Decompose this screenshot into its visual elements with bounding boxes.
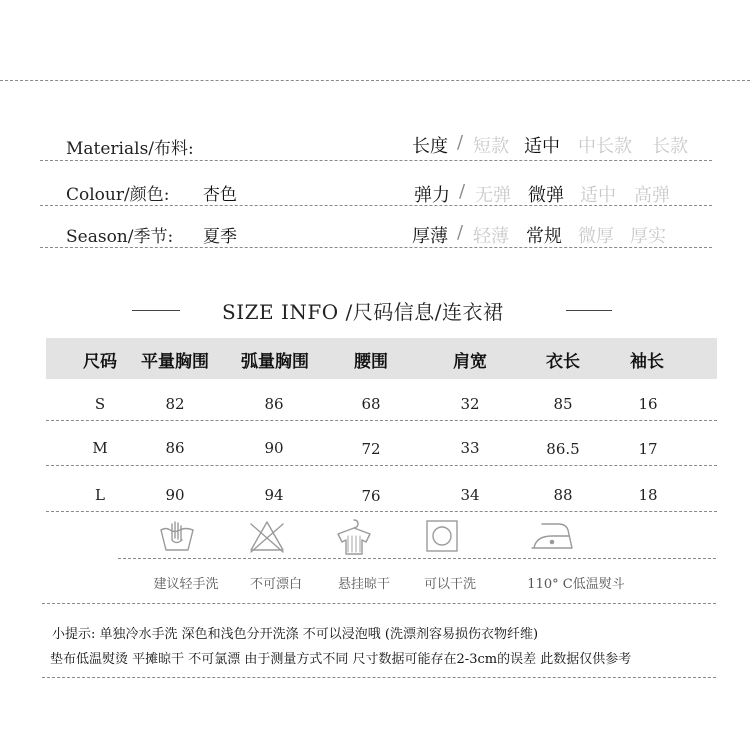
table-cell: 18 bbox=[638, 486, 658, 504]
table-cell: 94 bbox=[264, 486, 284, 504]
care-divider bbox=[42, 603, 716, 604]
care-label: 110° C低温熨斗 bbox=[527, 577, 625, 592]
scale-thickness-label: 厚薄 bbox=[412, 226, 448, 247]
table-cell: 85 bbox=[553, 395, 573, 413]
scale-elasticity-option: 无弹 bbox=[475, 185, 511, 206]
care-divider bbox=[118, 558, 716, 559]
table-cell: 76 bbox=[361, 487, 381, 505]
scale-separator: / bbox=[457, 222, 464, 243]
colour-label: Colour/颜色: bbox=[66, 185, 170, 205]
dry-clean-icon bbox=[424, 518, 460, 558]
column-header: 腰围 bbox=[354, 352, 388, 372]
column-header: 尺码 bbox=[83, 352, 117, 372]
table-cell: 32 bbox=[460, 395, 480, 413]
scale-elasticity-label: 弹力 bbox=[414, 185, 450, 206]
table-row-divider bbox=[46, 420, 717, 421]
table-cell: 72 bbox=[361, 440, 381, 458]
tips-line-1: 小提示: 单独冷水手洗 深色和浅色分开洗涤 不可以浸泡哦 (洗漂剂容易损伤衣物纤维) bbox=[52, 627, 539, 642]
table-cell: 86 bbox=[264, 395, 284, 413]
scale-length-option: 短款 bbox=[473, 136, 509, 157]
table-cell: 86 bbox=[165, 439, 185, 457]
scale-separator: / bbox=[457, 132, 464, 153]
scale-length-option: 长款 bbox=[652, 136, 688, 157]
scale-length-option: 适中 bbox=[524, 136, 560, 157]
tips-line-2: 垫布低温熨烫 平摊晾干 不可氯漂 由于测量方式不同 尺寸数据可能存在2-3cm的误差 此数据仅供参考 bbox=[50, 652, 632, 667]
row-divider bbox=[40, 160, 712, 161]
season-label: Season/季节: bbox=[66, 227, 174, 247]
table-row-divider bbox=[46, 511, 717, 512]
no-bleach-icon bbox=[247, 518, 287, 560]
column-header: 弧量胸围 bbox=[241, 352, 309, 372]
table-cell: 82 bbox=[165, 395, 185, 413]
scale-thickness-option: 微厚 bbox=[578, 226, 614, 247]
table-cell: 88 bbox=[553, 486, 573, 504]
scale-thickness-option: 厚实 bbox=[630, 226, 666, 247]
row-divider bbox=[40, 205, 712, 206]
table-cell: 17 bbox=[638, 440, 658, 458]
table-cell: M bbox=[92, 439, 108, 457]
scale-separator: / bbox=[459, 181, 466, 202]
table-cell: L bbox=[95, 486, 105, 504]
size-info-title: SIZE INFO /尺码信息/连衣裙 bbox=[222, 300, 504, 324]
title-rule-right bbox=[566, 310, 612, 311]
scale-length-option: 中长款 bbox=[578, 136, 632, 157]
table-cell: S bbox=[94, 395, 106, 413]
hand-wash-icon bbox=[158, 518, 196, 560]
materials-label: Materials/布料: bbox=[66, 139, 194, 159]
top-divider bbox=[0, 80, 750, 81]
title-rule-left bbox=[132, 310, 180, 311]
column-header: 衣长 bbox=[546, 352, 580, 372]
table-cell: 90 bbox=[165, 486, 185, 504]
scale-elasticity-option: 高弹 bbox=[634, 185, 670, 206]
season-value: 夏季 bbox=[203, 227, 237, 247]
care-label: 悬挂晾干 bbox=[337, 577, 390, 592]
iron-icon bbox=[528, 518, 576, 558]
table-cell: 16 bbox=[638, 395, 658, 413]
table-cell: 86.5 bbox=[546, 440, 580, 458]
table-cell: 68 bbox=[361, 395, 381, 413]
table-cell: 90 bbox=[264, 439, 284, 457]
bottom-divider bbox=[42, 677, 716, 678]
scale-length-label: 长度 bbox=[412, 136, 448, 157]
scale-thickness-option: 常规 bbox=[526, 226, 562, 247]
scale-elasticity-option: 微弹 bbox=[528, 185, 564, 206]
table-cell: 33 bbox=[460, 439, 480, 457]
care-label: 可以干洗 bbox=[423, 577, 476, 592]
column-header: 平量胸围 bbox=[141, 352, 209, 372]
row-divider bbox=[40, 247, 712, 248]
table-row-divider bbox=[46, 465, 717, 466]
colour-value: 杏色 bbox=[203, 185, 237, 205]
hang-dry-icon bbox=[334, 518, 374, 560]
scale-thickness-option: 轻薄 bbox=[473, 226, 509, 247]
care-label: 建议轻手洗 bbox=[153, 577, 219, 592]
table-cell: 34 bbox=[460, 486, 480, 504]
scale-elasticity-option: 适中 bbox=[580, 185, 616, 206]
column-header: 袖长 bbox=[630, 352, 664, 372]
column-header: 肩宽 bbox=[453, 352, 487, 372]
care-label: 不可漂白 bbox=[249, 577, 302, 592]
